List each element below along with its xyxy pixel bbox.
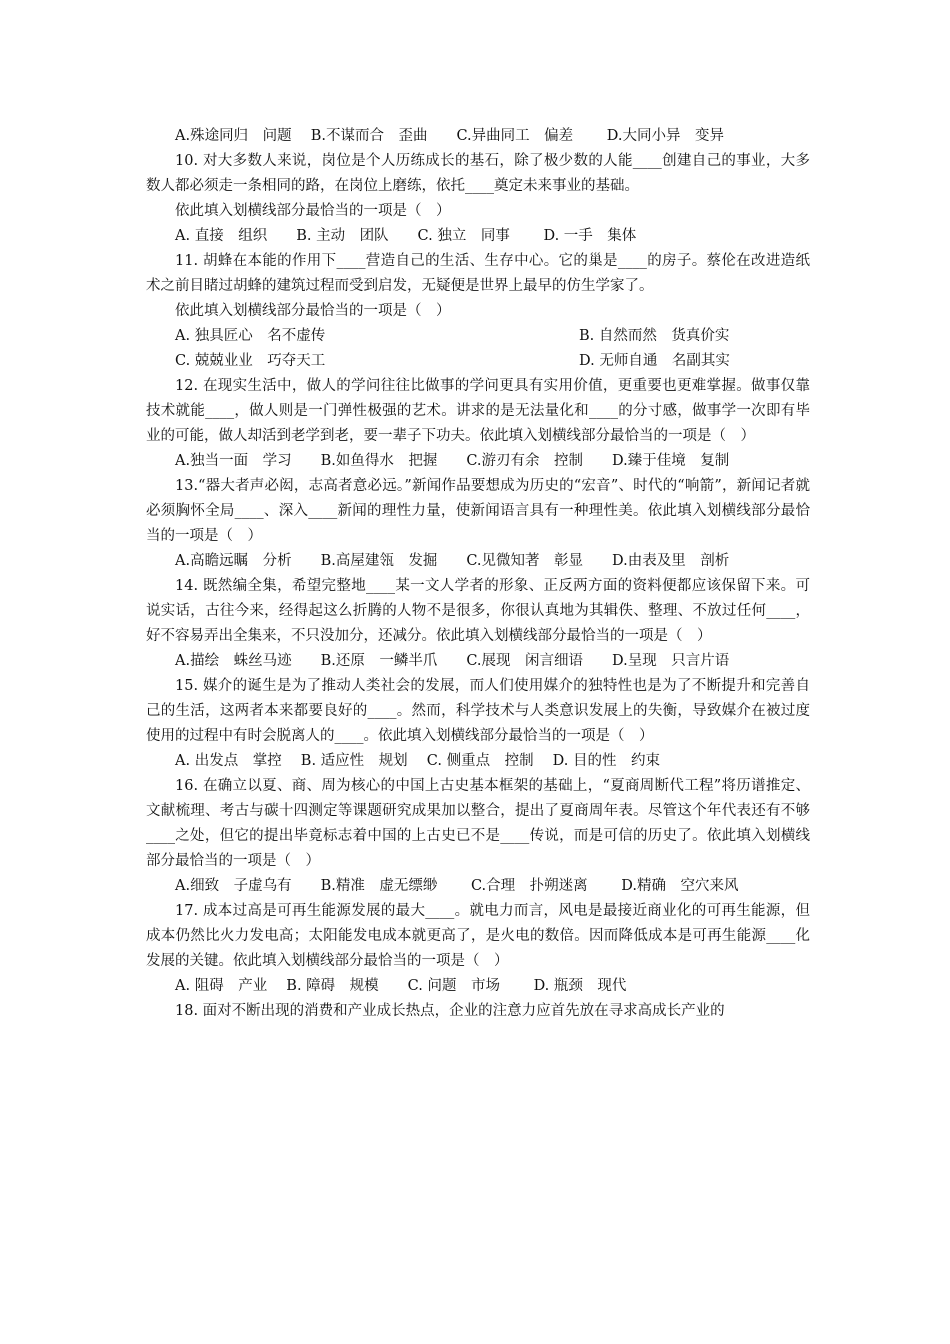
q10-prompt: 依此填入划横线部分最恰当的一项是（ ） [175, 203, 451, 219]
q9-options: A.殊途同归 问题 B.不谋而合 歪曲 C.异曲同工 偏差 D.大同小异 变异 [175, 128, 724, 144]
q12-options: A.独当一面 学习 B.如鱼得水 把握 C.游刃有余 控制 D.臻于佳境 复制 [175, 453, 730, 469]
q16-stem: 16. 在确立以夏、商、周为核心的中国上古史基本框架的基础上，“夏商周断代工程”将历谱推定、文献梳理、考古与碳十四测定等课题研究成果加以整合，提出了夏商周年表。尽管这个年代表还有不够____之处，但它的提出毕竟标志着中国的上古史已不是____传说，而是可信的历史了。依此填入划横线部分最恰当的一项是（ ） [146, 778, 810, 869]
q12-stem: 12. 在现实生活中，做人的学问往往比做事的学问更具有实用价值，更重要也更难掌握。做事仅靠技术就能____，做人则是一门弹性极强的艺术。讲求的是无法量化和____的分寸感，做事学一次即有毕业的可能，做人却活到老学到老，要一辈子下功夫。依此填入划横线部分最恰当的一项是（ ） [146, 378, 810, 444]
q11-options-row-1 [146, 324, 810, 349]
q16-options: A.细致 子虚乌有 B.精准 虚无缥缈 C.合理 扑朔迷离 D.精确 空穴来风 [175, 878, 739, 894]
q17-stem: 17. 成本过高是可再生能源发展的最大____。就电力而言，风电是最接近商业化的可再生能源，但成本仍然比火力发电高；太阳能发电成本就更高了，是火电的数倍。因而降低成本是可再生能源____化发展的关键。依此填入划横线部分最恰当的一项是（ ） [146, 903, 810, 969]
q11-prompt: 依此填入划横线部分最恰当的一项是（ ） [175, 303, 451, 319]
q11-option-d: D. 无师自通 名副其实 [579, 353, 730, 369]
q11-stem: 11. 胡蜂在本能的作用下____营造自己的生活、生存中心。它的巢是____的房子。蔡伦在改进造纸术之前目睹过胡蜂的建筑过程而受到启发，无疑便是世界上最早的仿生学家了。 [146, 253, 810, 294]
q13-stem: 13.“器大者声必闳，志高者意必远。”新闻作品要想成为历史的“宏音”、时代的“响箭”，新闻记者就必须胸怀全局____、深入____新闻的理性力量，使新闻语言具有一种理性美。依此填入划横线部分最恰当的一项是（ ） [146, 478, 810, 544]
q14-options: A.描绘 蛛丝马迹 B.还原 一鳞半爪 C.展现 闲言细语 D.呈现 只言片语 [175, 653, 730, 669]
q11-option-c: C. 兢兢业业 巧夺天工 [175, 353, 326, 369]
q15-options: A. 出发点 掌控 B. 适应性 规划 C. 侧重点 控制 D. 目的性 约束 [175, 753, 661, 769]
q17-options: A. 阻碍 产业 B. 障碍 规模 C. 问题 市场 D. 瓶颈 现代 [175, 978, 627, 994]
q18-stem: 18. 面对不断出现的消费和产业成长热点，企业的注意力应首先放在寻求高成长产业的 [175, 1003, 725, 1019]
q11-option-a: A. 独具匠心 名不虚传 [175, 328, 326, 344]
q15-stem: 15. 媒介的诞生是为了推动人类社会的发展，而人们使用媒介的独特性也是为了不断提升和完善自己的生活，这两者本来都要良好的____。然而，科学技术与人类意识发展上的失衡，导致媒介在被过度使用的过程中有时会脱离人的____。依此填入划横线部分最恰当的一项是（ ） [146, 678, 810, 744]
q10-options: A. 直接 组织 B. 主动 团队 C. 独立 同事 D. 一手 集体 [175, 228, 637, 244]
exam-page [146, 124, 810, 1024]
q13-options: A.高瞻远瞩 分析 B.高屋建瓴 发掘 C.见微知著 彰显 D.由表及里 剖析 [175, 553, 730, 569]
q10-stem: 10. 对大多数人来说，岗位是个人历练成长的基石，除了极少数的人能____创建自己的事业，大多数人都必须走一条相同的路，在岗位上磨练，依托____奠定未来事业的基础。 [146, 153, 810, 194]
q14-stem: 14. 既然编全集，希望完整地____某一文人学者的形象、正反两方面的资料便都应该保留下来。可说实话，古往今来，经得起这么折腾的人物不是很多，你很认真地为其辑佚、整理、不放过任何____，好不容易弄出全集来，不只没加分，还减分。依此填入划横线部分最恰当的一项是（ ） [146, 578, 810, 644]
q11-option-b: B. 自然而然 货真价实 [579, 328, 730, 344]
q11-options-row-2 [146, 349, 810, 374]
